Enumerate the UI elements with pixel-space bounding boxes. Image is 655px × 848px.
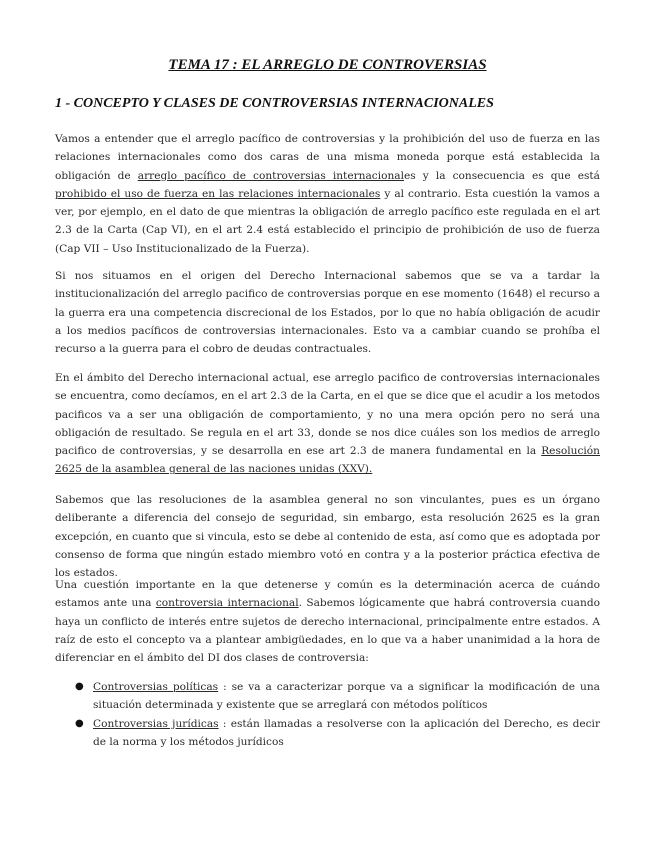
underlined-controversia-internacional: controversia internacional: [155, 597, 299, 610]
controversy-types-list: [55, 678, 600, 751]
paragraph-3: [55, 369, 600, 479]
section-heading: 1 - CONCEPTO Y CLASES DE CONTROVERSIAS INTERNACIONALES: [55, 96, 494, 111]
underlined-prohibido-uso-fuerza: prohibido el uso de fuerza en las relaciones internacionales: [55, 187, 381, 200]
bullet-text: : se va a caracterizar porque va a significar la modificación de una situación determinada y existente que se arreglará con métodos políticos: [93, 681, 600, 712]
underlined-arreglo-pacifico: arreglo pacífico de controversias internacional: [137, 169, 405, 182]
paragraph-5-text-b: . Sabemos lógicamente que habrá controversia cuando haya un conflicto de interés entre sujetos de derecho internacional, principalmente entre estados. A raíz de esto el concepto va a plantear ambigüedades, en lo que va a haber unanimidad a la hora de diferenciar en el ámbito del DI dos clases de controversia:: [55, 597, 600, 665]
bullet-term: Controversias políticas: [93, 681, 219, 693]
paragraph-1-text-b: es y la consecuencia es que está: [404, 169, 600, 182]
bullet-term: Controversias jurídicas: [93, 717, 219, 730]
bullet-text: : están llamadas a resolverse con la aplicación del Derecho, es decir de la norma y los métodos jurídicos: [93, 717, 601, 748]
paragraph-1-text-a: Vamos a entender que el arreglo pacífico de controversias y la prohibición del uso de fuerza en las relaciones internacionales como dos caras de una misma moneda porque está establecida la obligación de: [55, 133, 600, 182]
paragraph-3-text-a: En el ámbito del Derecho internacional actual, ese arreglo pacifico de controversias internacionales se encuentra, como decíamos, en el art 2.3 de la Carta, en el que se dice que el acudir a los metodos pacificos va a ser una obligación de comportamiento, y no una mera opción pero no será una obligación de resultado. Se regula en el art 33, donde se nos dice cuáles son los medios de arreglo pacifico de controversias, y se desarrolla en ese art 2.3 de manera fundamental en la: [55, 372, 600, 458]
bullet-icon: ●: [75, 681, 84, 692]
paragraph-1: [55, 130, 600, 258]
paragraph-5-text-a: Una cuestión importante en la que detenerse y común es la determinación acerca de cuándo estamos ante una: [55, 579, 600, 610]
paragraph-4: Sabemos que las resoluciones de la asamblea general no son vinculantes, pues es un órgano deliberante a diferencia del consejo de seguridad, sin embargo, esta resolución 2625 es la gran excepción, en cuanto que si vincula, esto se debe al contenido de esta, así como que es adoptada por consenso de forma que ningún estado miembro votó en contra y a la posterior práctica efectiva de los estados.: [55, 494, 600, 580]
list-item: [55, 715, 600, 752]
underlined-resolucion-2625: Resolución 2625 de la asamblea general de las naciones unidas (XXV).: [55, 445, 600, 476]
bullet-icon: ●: [75, 717, 84, 729]
page-title: TEMA 17 : EL ARREGLO DE CONTROVERSIAS: [168, 57, 487, 73]
paragraph-1-text-c: y al contrario. Esta cuestión la vamos a ver, por ejemplo, en el dato de que mientras la obligación de arreglo pacífico este regulada en el art 2.3 de la Carta (Cap VI), en el art 2.4 está establecido el principio de prohibición de uso de fuerza (Cap VII – Uso Institucionalizado de la Fuerza).: [55, 187, 600, 255]
paragraph-2: Si nos situamos en el origen del Derecho Internacional sabemos que se va a tardar la institucionalización del arreglo pacifico de controversias porque en ese momento (1648) el recurso a la guerra era una competencia discrecional de los Estados, por lo que no había obligación de acudir a los medios pacíficos de controversias internacionales. Esto va a cambiar cuando se prohíba el recurso a la guerra para el cobro de deudas contractuales.: [55, 270, 600, 356]
paragraph-5: [55, 576, 600, 667]
list-item: [55, 678, 600, 715]
